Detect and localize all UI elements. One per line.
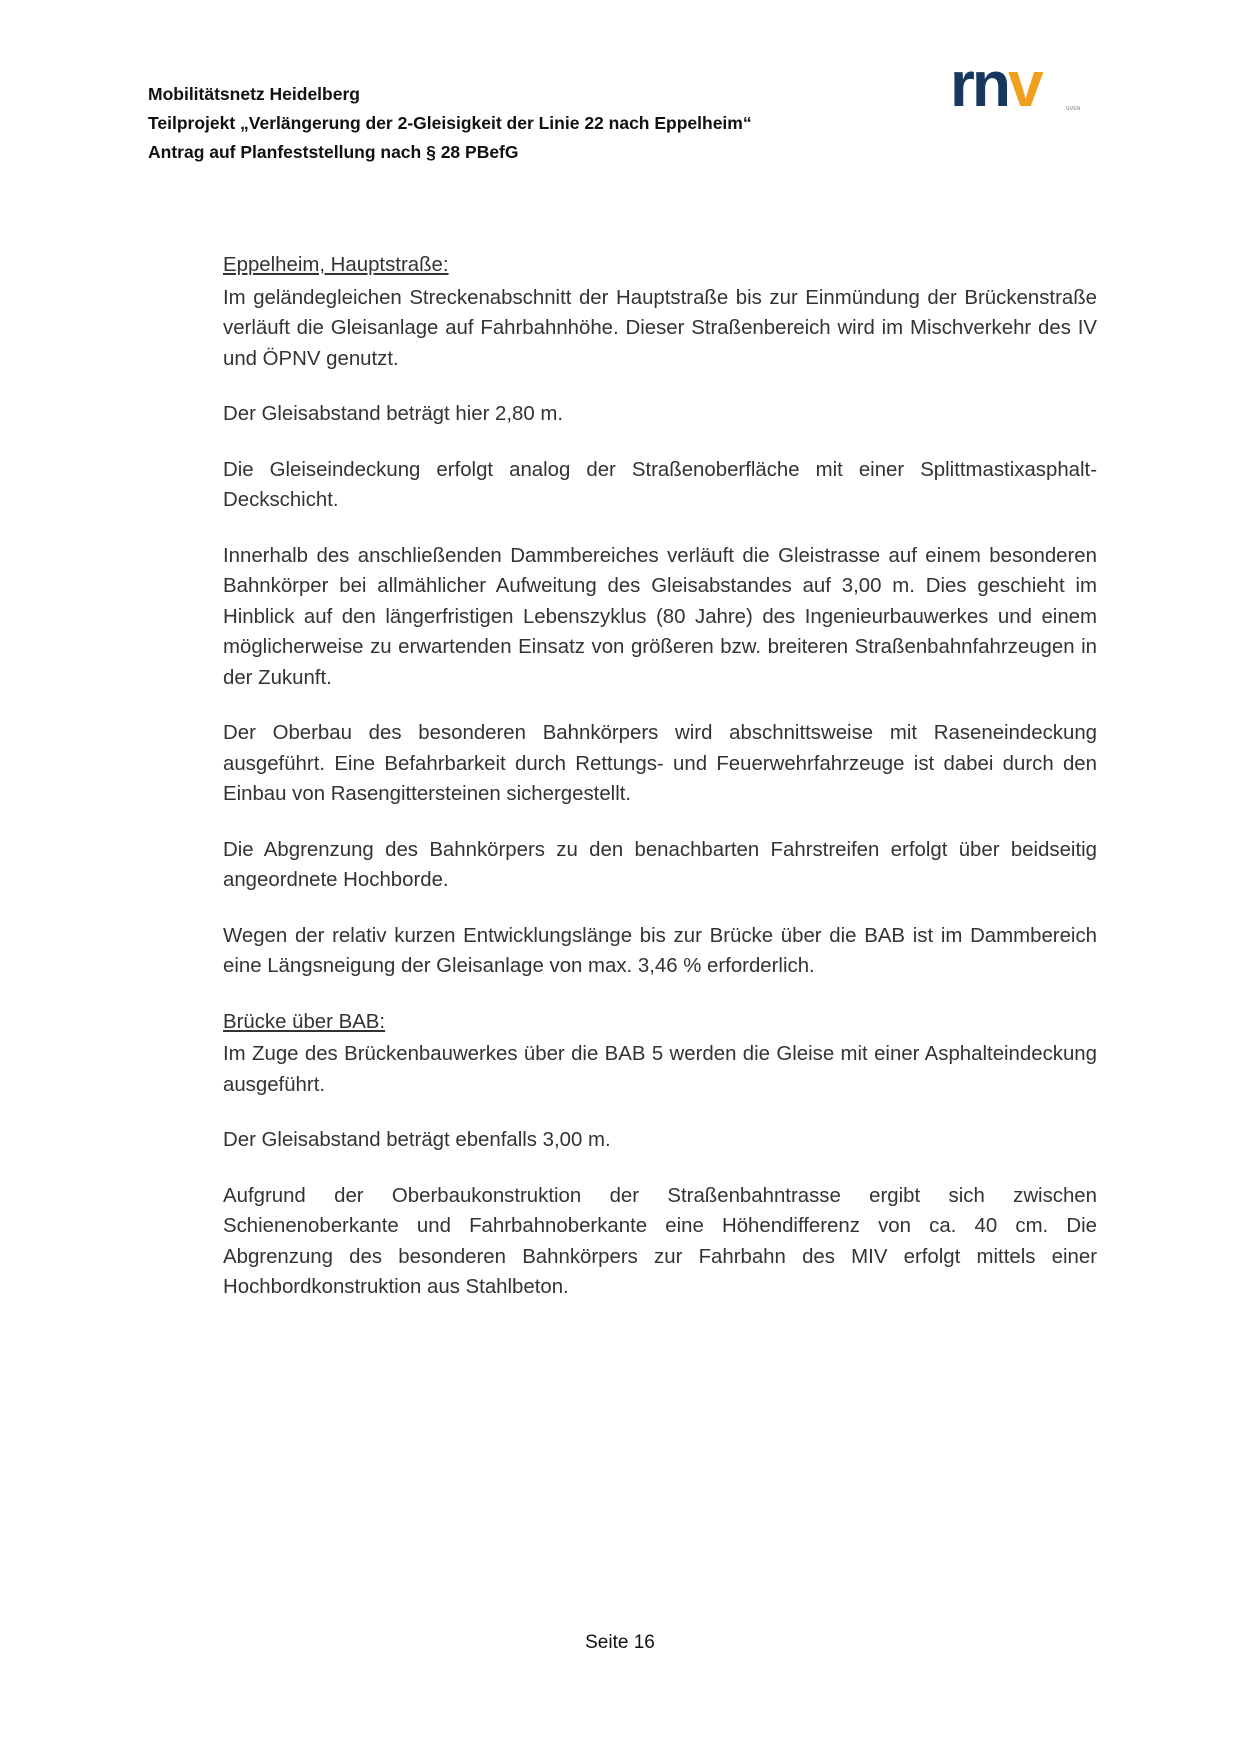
logo-v: v [1008,48,1041,120]
paragraph: Aufgrund der Oberbaukonstruktion der Straßenbahntrasse ergibt sich zwischen Schienenoberkante und Fahrbahnoberkante eine Höhendifferenz von ca. 40 cm. Die Abgrenzung des besonderen Bahnkörpers zur Fahrbahn des MIV erfolgt mittels einer Hochbordkonstruktion aus Stahlbeton. [223,1184,1097,1298]
paragraph: Der Oberbau des besonderen Bahnkörpers wird abschnittsweise mit Raseneindeckung ausgeführt. Eine Befahrbarkeit durch Rettungs- und Feuerwehrfahrzeuge ist dabei durch den Einbau von Rasengittersteinen sichergestellt. [223,722,1097,805]
header-line-1: Mobilitätsnetz Heidelberg [148,84,360,104]
header-line-3: Antrag auf Planfeststellung nach § 28 PBefG [148,142,519,162]
logo-rn: rn [950,48,1008,120]
paragraph: Der Gleisabstand beträgt hier 2,80 m. [223,403,564,425]
paragraph: Wegen der relativ kurzen Entwicklungslänge bis zur Brücke über die BAB ist im Dammbereich eine Längsneigung der Gleisanlage von max. 3,46 % erforderlich. [223,924,1097,977]
paragraph: Im geländegleichen Streckenabschnitt der Hauptstraße bis zur Einmündung der Brückenstraße verläuft die Gleisanlage auf Fahrbahnhöhe. Dieser Straßenbereich wird im Mischverkehr des IV und ÖPNV genutzt. [223,286,1097,370]
document-header [148,80,752,167]
paragraph: Im Zuge des Brückenbauwerkes über die BAB 5 werden die Gleise mit einer Asphalteindeckung ausgeführt. [223,1043,1097,1096]
header-line-2: Teilprojekt „Verlängerung der 2-Gleisigkeit der Linie 22 nach Eppelheim“ [148,113,752,133]
paragraph: Die Gleiseindeckung erfolgt analog der Straßenoberfläche mit einer Splittmastixasphalt-Deckschicht. [223,458,1097,511]
section-heading-hauptstrasse: Eppelheim, Hauptstraße: [223,254,449,276]
paragraph: Der Gleisabstand beträgt ebenfalls 3,00 m. [223,1129,611,1151]
paragraph: Die Abgrenzung des Bahnkörpers zu den benachbarten Fahrstreifen erfolgt über beidseitig angeordnete Hochborde. [223,838,1097,891]
section-heading-bruecke: Brücke über BAB: [223,1010,386,1033]
rnv-logo [950,48,1090,120]
page-number: Seite 16 [585,1632,655,1653]
document-body [223,250,1097,1328]
paragraph: Innerhalb des anschließenden Dammbereiches verläuft die Gleistrasse auf einem besonderen Bahnkörper bei allmählicher Aufweitung des Gleisabstandes auf 3,00 m. Dies geschieht im Hinblick auf den längerfristigen Lebenszyklus (80 Jahre) des Ingenieurbauwerkes und einem möglicherweise zu erwartenden Einsatz von größeren bzw. breiteren Straßenbahnfahrzeugen in der Zukunft. [223,544,1097,689]
logo-wordmark [950,48,1041,120]
logo-subtext: GVEN [1066,106,1081,112]
